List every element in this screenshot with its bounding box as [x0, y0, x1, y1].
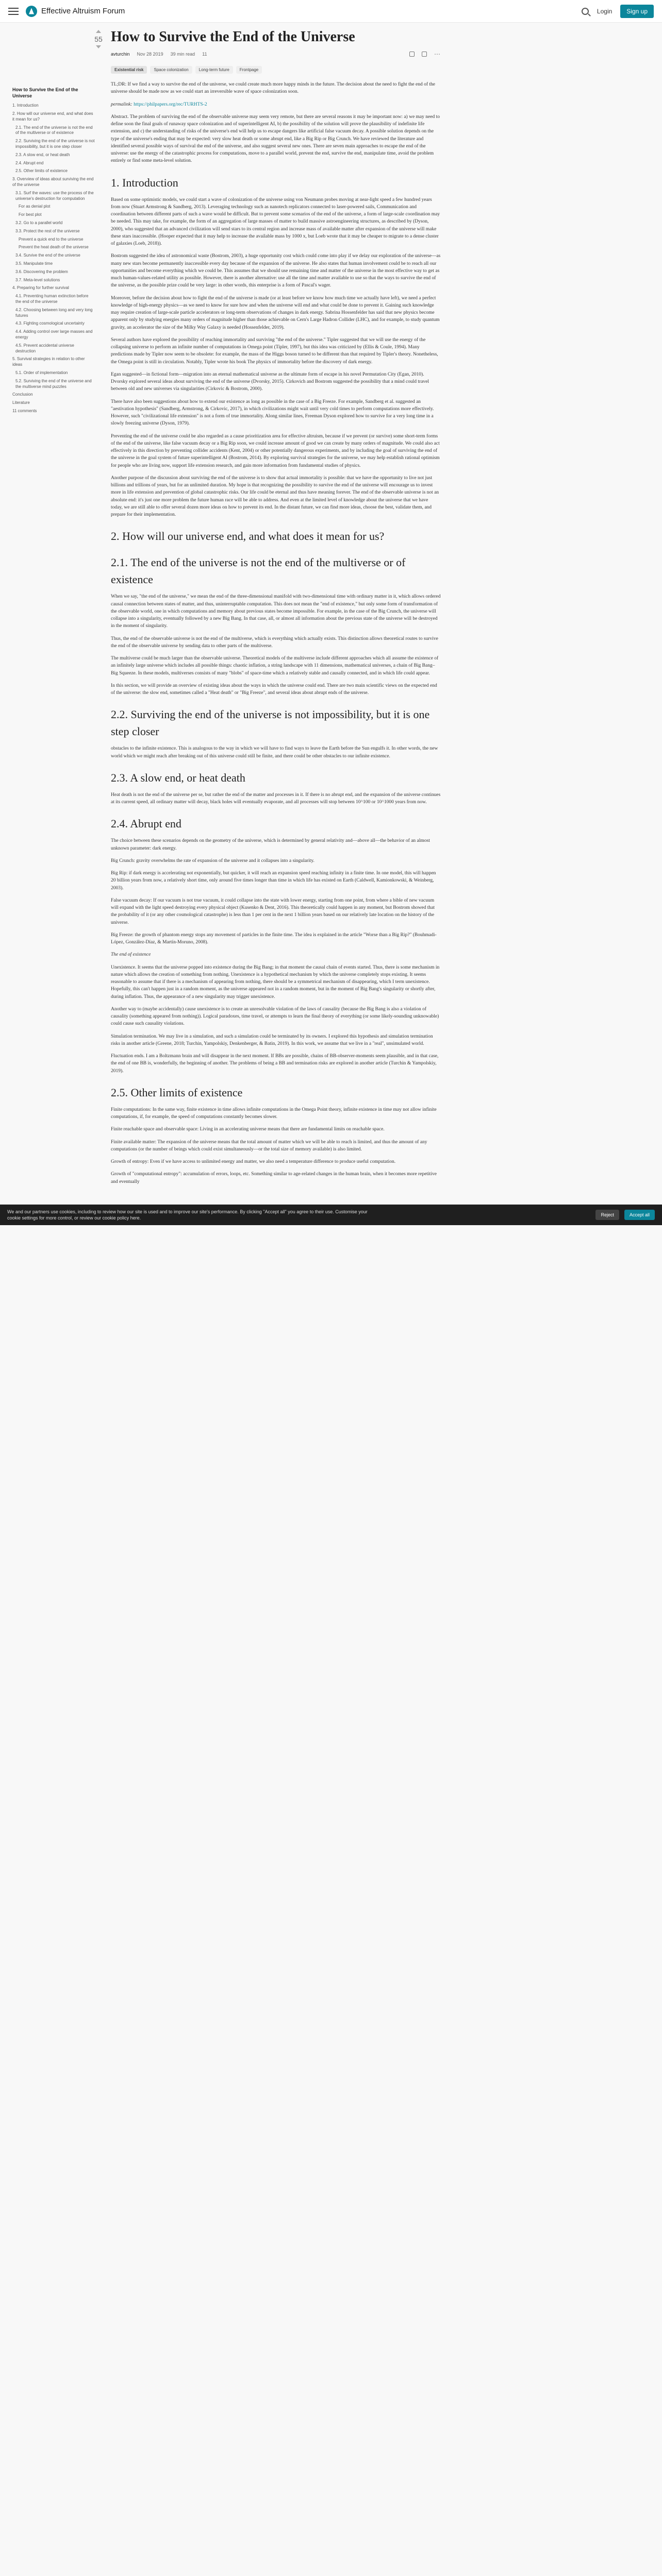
toc-item[interactable]: 2.4. Abrupt end	[15, 160, 44, 165]
toc-item[interactable]: 3.2. Go to a parallel world	[15, 221, 63, 226]
permalink-paragraph	[111, 101, 441, 108]
toc-item[interactable]: 3.5. Manipulate time	[15, 261, 53, 266]
toc-item[interactable]: 3.6. Discovering the problem	[15, 269, 68, 274]
paragraph: Fluctuation ends. I am a Boltzmann brain and will disappear in the next moment. If BBs are possible, chains of BB-observer-moments seem plausible, and in that case, the end of one BB is, wonderfully, the beginning of another. The problems of being a BB and termination risks are explored in another article (Turchin & Yampolskiy, 2019).	[111, 1054, 439, 1074]
author-link[interactable]: avturchin	[111, 52, 130, 57]
paragraph: obstacles to the infinite existence. This is analogous to the way in which we will have to find ways to leave the Earth before the Sun engulfs it. In other words, the new world which we might reach after breaking out of this universe could still be finite, and there could be other obstacles to our infinite existence.	[111, 746, 438, 759]
abstract-paragraph: Abstract. The problem of surviving the end of the observable universe may seem very remote, but there are several reasons it may be important now: a) we may need to define soon the final goals of runaway space colonization and of superintelligent AI, b) the possibility of the solution will prove the plausibility of indefinite life extension, and c) the understanding of risks of the universe's end will help us to escape dangers like artificial false vacuum decay. A possible solution depends on the type of the universe's ending that may be expected: very slow heat death or some abrupt end, like a Big Rip or Big Crunch. We have reviewed the literature and identified several possible ways of survival the end of the universe, and also suggest several new ones. There are seven main approaches to escape the end of the universe: use the energy of the catastrophic process for computations, move to a parallel world, prevent the end, survive the end, manipulate time, avoid the problem entirely or find some meta-level solution.	[111, 114, 440, 164]
signup-button[interactable]: Sign up	[620, 5, 654, 18]
downvote-icon[interactable]	[96, 45, 101, 48]
paragraph: There have also been suggestions about how to extend our existence as long as possible in the case of a Big Freeze. For example, Sandberg et al. suggested an "aestivation hypothesis" (Sandberg, Armstrong, & Cirkovic, 2017), in which civilizations might wait until very cold times to perform computations more effectively. However, such "civilizational life extension" is not a form of true immortality. Along similar lines, Freeman Dyson explored how to survive for a very long time in a slowly freezing universe (Dyson, 1979).	[111, 399, 434, 427]
toc-item[interactable]: 4.1. Preventing human extinction before the end of the universe	[15, 294, 89, 304]
bookmark-icon[interactable]	[409, 52, 415, 57]
comment-count[interactable]: 11	[202, 52, 207, 57]
paragraph: Egan suggested—in fictional form—migration into an eternal mathematical universe as the ultimate form of escape in his novel Permutation City (Egan, 2010). Dvorsky explored several ideas about surviving the end of the universe (Dvorsky, 2015). Cirkovich and Bostrom suggested the possibility that a mind could travel between old and new universes via singularities (Cirkovic & Bostrom, 2000).	[111, 371, 429, 392]
toc-item[interactable]: 11 comments	[12, 408, 37, 413]
paragraph: The choice between these scenarios depends on the geometry of the universe, which is determined by general relativity and—above all—the behavior of an almost unknown parameter: dark energy.	[111, 838, 430, 851]
paragraph: Another purpose of the discussion about surviving the end of the universe is to show that actual immortality is possible: that we have the opportunity to live not just billions and trillions of years, but for an unlimited duration. My hope is that recognizing the possibility to survive the end of the universe will encourage us to invest more in life extension and prevention of global catastrophic risks. Our life could be eternal and thus have meaning forever. The end of the observable universe is not an absolute end: it's just one more problem the future human race will be able to address. And even at the limited level of knowledge about the universe that we have today, we are still able to offer several dozen more ideas on how to prevent its end. In the distant future, we can find more ideas, choose the best, validate them, and prepare for their implementation.	[111, 475, 439, 518]
paragraph: Bostrom suggested the idea of astronomical waste (Bostrom, 2003), a huge opportunity cost which could come into play if we delay our exploration of the universe—as many new stars become permanently inaccessible every day because of the expansion of the universe. He also states that human involvement could be to reach all our opportunities and become everything which we could be. This assumes that we should use remaining time and matter of the universe in the most effective way to get as much human-values-related utility as possible. However, there is another alternative: use all the time and matter available to use so that the ways to survive the end of the universe, as the possible prize could be very large: in other words, this enterprise is a form of Pascal's wager.	[111, 253, 441, 289]
toc-item[interactable]: 5.1. Order of implementation	[15, 370, 68, 375]
post-body	[111, 81, 441, 1185]
paragraph: Growth of entropy: Even if we have access to unlimited energy and matter, we also need a temperature difference to produce useful computation.	[111, 1159, 396, 1165]
paragraph: Finite available matter: The expansion of the universe means that the total amount of matter which we will be able to reach is limited, and thus the amount of any computations (or the number of beings which could exist simultaneously—or the total size of memory available) is also limited.	[111, 1139, 427, 1152]
tag-frontpage[interactable]: Frontpage	[236, 66, 262, 74]
permalink-link[interactable]: https://philpapers.org/rec/TURHTS-2	[134, 101, 207, 107]
tag-existential-risk[interactable]: Existential risk	[111, 66, 147, 74]
toc-list	[12, 103, 95, 414]
subsection-heading-surviving: 2.2. Surviving the end of the universe is not impossibility, but it is one step closer	[111, 708, 430, 738]
post-content	[94, 26, 441, 1191]
paragraph: Finite computations: In the same way, finite existence in time allows infinite computations in the Omega Point theory, infinite existence in time may not allow infinite computations, if, for example, the speed of computations constantly becomes slower.	[111, 1107, 437, 1120]
toc-item[interactable]: 3. Overview of ideas about surviving the end of the universe	[12, 177, 94, 188]
toc-item[interactable]: 1. Introduction	[12, 103, 39, 108]
paragraph: Finite reachable space and observable space: Living in an accelerating universe means that there are fundamental limits on reachable space.	[111, 1127, 385, 1132]
toc-item[interactable]: 3.7. Meta-level solutions	[15, 277, 60, 282]
cookie-accept-button[interactable]: Accept all	[624, 1210, 655, 1220]
toc-item[interactable]: Prevent the heat death of the universe	[19, 245, 89, 250]
cookie-text: We and our partners use cookies, including to review how our site is used and to improve our site's performance. By clicking "Accept all" you agree to their use. Customise your cookie settings for more control, or review our cookie policy here.	[7, 1209, 368, 1221]
paragraph-subheading	[111, 951, 441, 958]
tldr-paragraph: TL;DR: If we find a way to survive the end of the universe, we could create much more happy minds in the future. The decision about the need to fight the end of the universe should be made now as we could start an irreversible wave of space colonization soon.	[111, 82, 436, 95]
paragraph: Growth of "computational entropy": accumulation of errors, loops, etc. Something similar to age-related changes in the human brain, when it becomes more repetitive and eventually	[111, 1172, 437, 1184]
paragraph: Big Crunch: gravity overwhelms the rate of expansion of the universe and it collapses into a singularity.	[111, 858, 315, 863]
subsection-heading-multiverse: 2.1. The end of the universe is not the end of the multiverse or of existence	[111, 556, 406, 586]
subsection-heading-abrupt-end: 2.4. Abrupt end	[111, 817, 181, 831]
cookie-banner	[0, 1205, 662, 1225]
paragraph: Moreover, before the decision about how to fight the end of the universe is made (or at least before we know how much time we actually have left), we need a perfect knowledge of high-energy physics—as we need to know for sure how and when the universe will end and what could be done to prevent it. Gaining such knowledge may require creation of large-scale particle accelerators or long-term observations of changes in dark energy. Sabrina Hossenfelder has said that new physics become apparent only by studying energies many orders of magnitude higher than those achievable on Cern's Large Hadron Collider (LHC), and for example, to study quantum gravity, an accelerator the size of the Milky Way Galaxy is needed (Hossenfelder, 2019).	[111, 295, 440, 330]
paragraph: Simulation termination. We may live in a simulation, and such a simulation could be terminated by its owners. I explored this hypothesis and simulation termination risks in another article (Greene, 2018; Turchin, Yampolskiy, Denkenberger, & Batin, 2019). In this work, we assume that we live in a "real", unsimulated world.	[111, 1033, 433, 1046]
top-bar	[0, 0, 662, 23]
toc-item[interactable]: 2.3. A slow end, or heat death	[15, 152, 70, 157]
toc-item[interactable]: For as denial plot	[19, 204, 51, 209]
subheading-end-of-existence: The end of existence	[111, 952, 151, 958]
paragraph: Big Freeze: the growth of phantom energy stops any movement of particles in the finite time. The idea is explained in the article "Worse than a Big Rip?" (Bouhmadi-López, González-Díaz, & Martín-Moruno, 2008).	[111, 932, 437, 945]
paragraph: Thus, the end of the observable universe is not the end of the multiverse, which is everything which actually exists. This distinction allows theoretical routes to survive the end of the observable universe by sending data to other parts of the multiverse.	[111, 636, 438, 649]
cookie-reject-button[interactable]: Reject	[595, 1210, 619, 1220]
site-title[interactable]: Effective Altruism Forum	[41, 7, 125, 15]
toc-item[interactable]: 3.4. Survive the end of the universe	[15, 253, 80, 258]
subsection-heading-other-limits: 2.5. Other limits of existence	[111, 1086, 243, 1099]
forum-logo-icon[interactable]	[26, 6, 37, 17]
paragraph: Based on some optimistic models, we could start a wave of colonization of the universe using von Neumann probes moving at near-light speed a few hundred years from now (Stuart Armstrong & Sandberg, 2013). Leveraging technology such as nanotech replicators connected to laser-powered sails, Communication and coordination between different parts of such a wave would be difficult. But to prevent some scenarios of the end of the universe, a form of large-scale coordination may be needed. This may take, for example, the form of an aggregation of large masses of matter to build massive astroengineering structures, as described by (Dyson, 2000), who suggested that an advanced civilization will send stars to its central region and increase mass of available matter after expansion of the universe will make these stars inaccessible. (Hooper expected that it may help to increase the available mass by 1000 x, but Loeb wrote that it may be cheaper to migrate to a dense cluster of galaxies (Loeb, 2018)).	[111, 197, 440, 247]
vote-widget	[92, 30, 105, 48]
upvote-icon[interactable]	[96, 30, 101, 33]
subsection-heading-heat-death: 2.3. A slow end, or heat death	[111, 771, 245, 784]
toc-item[interactable]: Literature	[12, 400, 30, 405]
paragraph: In this section, we will provide an overview of existing ideas about the ways in which the universe could end. There are two main scientific views on the expected end of the universe: the slow end, sometimes called a "Heat death" or "Big Freeze", and several ideas about abrupt ends of the universe.	[111, 683, 437, 696]
paragraph: Unexistence. It seems that the universe popped into existence during the Big Bang; in that moment the causal chain of events started. Thus, there is some mechanism in nature which allows the creation of something from nothing. Unexistence is a hypothetical mechanism by which the universe completely stops existing. It seems reasonable to assume that if there is a mechanism of appearing from nothing, there should be a symmetrical mechanism of disappearing, which I term unexistence. Hopefully, this can't happen just in a random moment, as the universe appeared not in a random moment, but in the moment of Big Bang's singularity or shortly after, during inflation. Thus, the appearance of a new singularity may trigger unexistence.	[111, 964, 440, 999]
post-date: Nov 28 2019	[137, 52, 163, 57]
toc-item[interactable]: For best plot	[19, 212, 42, 217]
paragraph: When we say, "the end of the universe," we mean the end of the three-dimensional manifold with two-dimensional time with ordinary matter in it, which allows ordered causal connection between states of matter, and thus, uninterruptable computation. This does not mean the "end of existence," but only some form of transformation of the observable world, one in which computations and memory about previous states become impossible. For example, in the case of the Big Crunch, the universe will collapse into a singularity, eventually followed by a new Big Bang. In that case, all, or almost all information about the previous state of the universe will be destroyed in the moment of singularity.	[111, 594, 441, 629]
toc-item[interactable]: 4.4. Adding control over large masses and energy	[15, 329, 93, 340]
paragraph: Another way to (maybe accidentally) cause unexistence is to create an unresolvable violation of the laws of causality (because the Big Bang is also a violation of causality (something appeared from nothing)). Logical paradoxes, time travel, or attempts to learn the final theory of everything (or some likely-sounding unknowable) could cause such causality violations.	[111, 1006, 439, 1027]
share-icon[interactable]	[422, 52, 427, 57]
tag-long-term-future[interactable]: Long-term future	[195, 66, 233, 74]
karma-count: 55	[94, 35, 103, 43]
top-bar-actions	[582, 5, 654, 18]
toc-item[interactable]: 4.3. Fighting cosmological uncertainty	[15, 321, 85, 326]
toc-item[interactable]: 2.2. Surviving the end of the universe is not impossibility, but it is one step closer	[15, 139, 95, 149]
more-options-icon[interactable]: ⋯	[434, 50, 441, 58]
toc-item[interactable]: 4. Preparing for further survival	[12, 285, 69, 291]
toc-item[interactable]: 3.1. Surf the waves: use the process of the universe's destruction for computation	[15, 190, 94, 201]
paragraph: Several authors have explored the possibility of reaching immortality and surviving "the end of the universe." Tipler suggested that we will use the energy of the collapsing universe to perform an infinite number of computations in Omega point (Tipler, 1997), but this idea was criticized by (Ellis & Coule, 1994). Many predictions made by Tipler now seem to be obsolete: for example, the mass of the Higgs boson turned to be different than that required by Tipler's theory. Nonetheless, the Omega point is still in circulation. Notably, Tipler wrote his book The physics of immortality before the discovery of dark energy.	[111, 337, 438, 365]
toc-item[interactable]: 4.2. Choosing between long and very long futures	[15, 307, 93, 318]
tag-space-colonization[interactable]: Space colonization	[150, 66, 192, 74]
paragraph: The multiverse could be much larger than the observable universe. Theoretical models of the multiverse include different approaches which all assume the existence of an infinitely large universe which includes all possible things: chaotic inflation, a string landscape with 11 dimensions, mathematical universes, a chain of Big Bang–Big Squeeze. In these models, multiverses consists of many "blobs" of space-time which a relatively stable and causally connected, and in which life could appear.	[111, 656, 439, 676]
toc-item[interactable]: 5. Survival strategies in relation to other ideas	[12, 357, 85, 367]
toc-item[interactable]: 3.3. Protect the rest of the universe	[15, 228, 80, 233]
permalink-label: permalink:	[111, 101, 133, 107]
paragraph: Heat death is not the end of the universe per se, but rather the end of the matter and processes in it. If there is no abrupt end, and the expansion of the universe continues at its current speed, all ordinary matter will decay, black holes will eventually evaporate, and all processes will stop between 10^100 or 10^1000 years from now.	[111, 792, 441, 805]
paragraph: Preventing the end of the universe could be also regarded as a cause prioritization area for effective altruism, because if we prevent (or survive) some short-term forms of the end of the universe, like false vacuum decay or a Big Rip soon, we could increase amount of good we can create by many orders of magnitude. We could also act effectively in this direction by preventing collider accidents (Kent, 2004) or other potentially dangerous experiments, and by including the goal of surviving the end of the universe in the goal system of future superintelligent AI (Bostrom, 2014). By exploring survival strategies for the universe, we may help establish rational optimism for people who are living now, support life extension research, and gain more information from fundamental studies of physics.	[111, 433, 440, 468]
post-meta	[111, 50, 441, 58]
tag-list	[111, 66, 441, 74]
toc-item[interactable]: 2. How will our universe end, and what does it mean for us?	[12, 111, 93, 122]
menu-icon[interactable]	[8, 8, 19, 15]
section-heading-introduction: 1. Introduction	[111, 176, 178, 189]
toc-title[interactable]: How to Survive the End of the Universe	[12, 87, 78, 99]
toc-item[interactable]: 2.5. Other limits of existence	[15, 168, 68, 174]
toc-item[interactable]: 2.1. The end of the universe is not the end of the multiverse or of existence	[15, 125, 93, 135]
read-time: 39 min read	[170, 52, 195, 57]
toc-item[interactable]: Conclusion	[12, 392, 33, 397]
paragraph: Big Rip: if dark energy is accelerating not exponentially, but quicker, it will reach an expansion speed reaching infinity in a finite time. In one model, this will happen 20 billion years from now, a relatively short time, only around five times longer than time in which life has existed on Earth (Caldwell, Kamionkowski, & Weinberg, 2003).	[111, 871, 436, 891]
post-title: How to Survive the End of the Universe	[111, 29, 355, 45]
cookie-actions	[595, 1210, 655, 1220]
login-button[interactable]: Login	[597, 7, 613, 15]
table-of-contents	[12, 87, 95, 417]
toc-item[interactable]: 5.2. Surviving the end of the universe and the multiverse mind puzzles	[15, 378, 92, 389]
toc-item[interactable]: 4.5. Prevent accidental universe destruction	[15, 343, 74, 353]
paragraph: False vacuum decay: If our vacuum is not true vacuum, it could collapse into the state with lower energy, starting from one point, from where a bible of new vacuum will expand with the light speed destroying every physical object (Kusenko & Dent, 2016). This theoretically could happen in any moment, but Bostrom showed that the probability of it (or any other cosmological catastrophe) is less than 1 per cent in the next 1 billion years based on our relatively late location on the history of the universe.	[111, 897, 435, 925]
toc-item[interactable]: Prevent a quick end to the universe	[19, 236, 84, 242]
section-heading-universe-end: 2. How will our universe end, and what does it mean for us?	[111, 530, 385, 543]
post-actions	[409, 50, 441, 58]
search-icon[interactable]	[582, 8, 589, 15]
